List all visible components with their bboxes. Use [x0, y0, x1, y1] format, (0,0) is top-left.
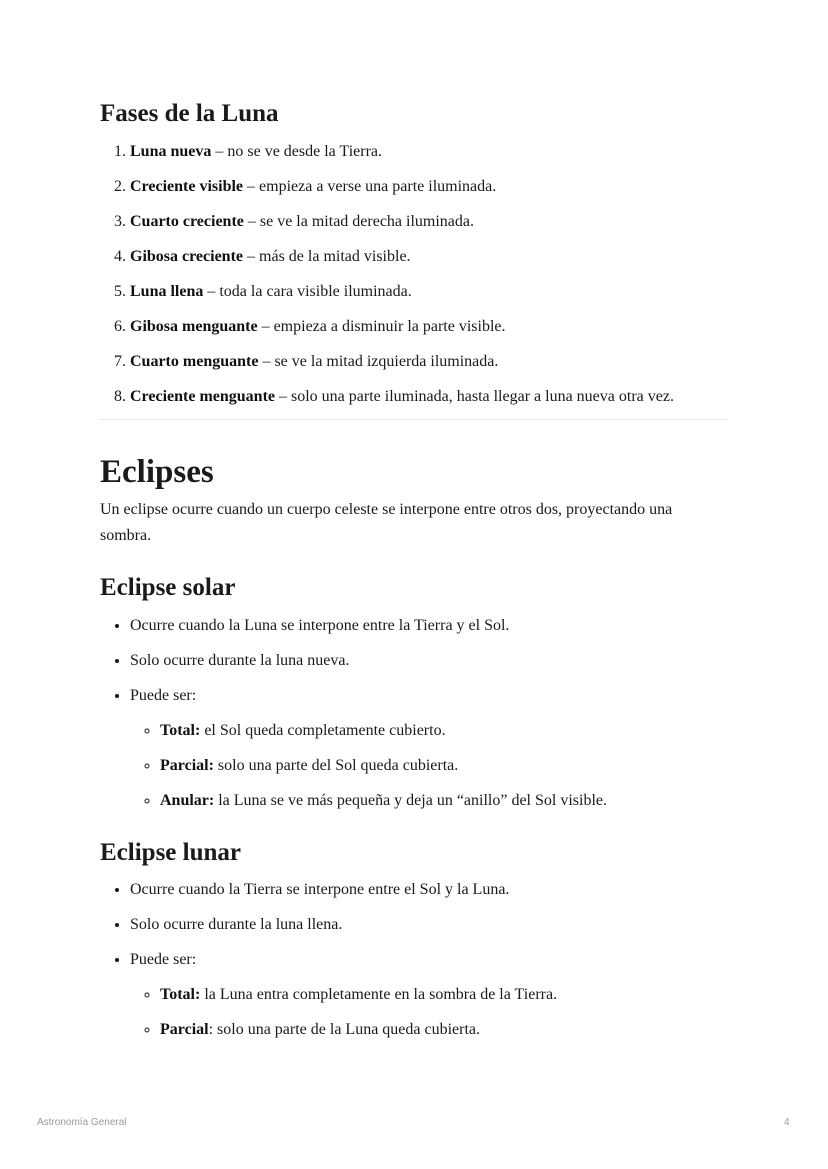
list-item: 4. Gibosa creciente – más de la mitad visible. [130, 244, 730, 270]
solar-eclipse-list [100, 613, 728, 823]
section-title-eclipses: Eclipses [100, 454, 214, 490]
list-item: 5. Luna llena – toda la cara visible iluminada. [130, 279, 730, 305]
lunar-eclipse-list [100, 877, 728, 1052]
list-item: ◦ Total: la Luna entra completamente en la sombra de la Tierra. [160, 982, 728, 1008]
list-item: 1. Luna nueva – no se ve desde la Tierra. [130, 139, 730, 165]
list-item: 7. Cuarto menguante – se ve la mitad izquierda iluminada. [130, 349, 730, 375]
list-item: ◦ Total: el Sol queda completamente cubierto. [160, 718, 728, 744]
subsection-title-solar: Eclipse solar [100, 574, 236, 601]
solar-eclipse-types [130, 718, 728, 814]
list-item: ◦ Parcial: solo una parte de la Luna queda cubierta. [160, 1017, 728, 1043]
list-item: 8. Creciente menguante – solo una parte iluminada, hasta llegar a luna nueva otra vez. [130, 384, 730, 410]
footer-page-number: 4 [784, 1117, 790, 1128]
section-title-fases: Fases de la Luna [100, 100, 279, 127]
list-item: ◦ Anular: la Luna se ve más pequeña y deja un “anillo” del Sol visible. [160, 788, 728, 814]
moon-phases-list [100, 139, 730, 419]
list-item: • Puede ser: ◦ Total: el Sol queda completamente cubierto. ◦ Parcial: solo una parte del Sol queda cubierta. ◦ Anular: la Luna se ve más pequeña y deja un “anillo” del Sol visible. [130, 683, 728, 814]
list-item: 2. Creciente visible – empieza a verse una parte iluminada. [130, 174, 730, 200]
list-item: • Ocurre cuando la Luna se interpone entre la Tierra y el Sol. [130, 613, 728, 639]
subsection-title-lunar: Eclipse lunar [100, 839, 241, 866]
list-item: • Ocurre cuando la Tierra se interpone entre el Sol y la Luna. [130, 877, 728, 903]
eclipses-intro-paragraph: Un eclipse ocurre cuando un cuerpo celeste se interpone entre otros dos, proyectando una sombra. [100, 501, 673, 544]
footer-document-title: Astronomía General [37, 1117, 127, 1128]
list-item: 3. Cuarto creciente – se ve la mitad derecha iluminada. [130, 209, 730, 235]
list-item: 6. Gibosa menguante – empieza a disminuir la parte visible. [130, 314, 730, 340]
list-item: • Solo ocurre durante la luna nueva. [130, 648, 728, 674]
horizontal-divider [100, 419, 728, 420]
lunar-eclipse-types [130, 982, 728, 1043]
list-item: ◦ Parcial: solo una parte del Sol queda cubierta. [160, 753, 728, 779]
list-item: • Solo ocurre durante la luna llena. [130, 912, 728, 938]
list-item: • Puede ser: ◦ Total: la Luna entra completamente en la sombra de la Tierra. ◦ Parcial: solo una parte de la Luna queda cubierta. [130, 947, 728, 1043]
